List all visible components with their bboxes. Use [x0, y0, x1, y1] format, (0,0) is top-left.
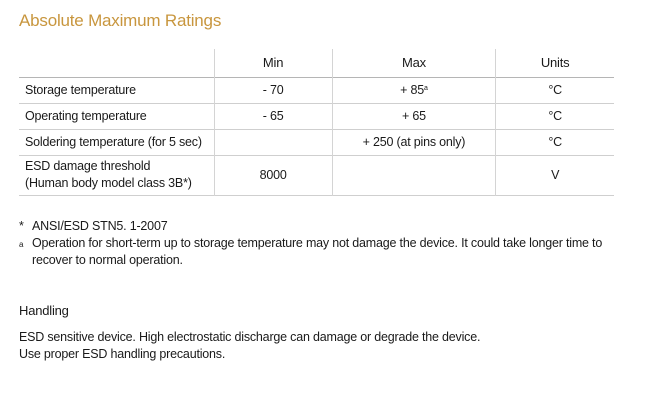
footnote [19, 218, 627, 235]
row-parameter [19, 155, 214, 195]
param-line: ESD damage threshold [25, 159, 151, 173]
footnotes [19, 218, 627, 269]
table-header-row [19, 49, 614, 77]
table-row [19, 77, 614, 103]
row-min: - 65 [214, 103, 332, 129]
handling-heading: Handling [19, 303, 69, 318]
row-units: °C [496, 103, 614, 129]
row-units: °C [496, 129, 614, 155]
param-line: (Human body model class 3B*) [25, 176, 192, 190]
header-parameter [19, 49, 214, 77]
table-row [19, 129, 614, 155]
row-max: + 250 (at pins only) [332, 129, 496, 155]
header-min: Min [214, 49, 332, 77]
row-min: - 70 [214, 77, 332, 103]
row-units: V [496, 155, 614, 195]
footnote-text: Operation for short-term up to storage temperature may not damage the device. It could take longer time to recover to normal operation. [32, 236, 603, 267]
footnote [19, 235, 627, 269]
row-max [332, 155, 496, 195]
footnote-mark: * [19, 219, 24, 233]
ratings-table [19, 49, 614, 196]
section-title: Absolute Maximum Ratings [19, 11, 222, 30]
row-max [332, 77, 496, 103]
handling-line: Use proper ESD handling precautions. [19, 347, 226, 361]
table-row [19, 155, 614, 195]
header-max: Max [332, 49, 496, 77]
row-max: + 65 [332, 103, 496, 129]
footnote-marker: a [424, 85, 428, 92]
header-units: Units [496, 49, 614, 77]
handling-text [19, 329, 480, 363]
row-parameter: Operating temperature [25, 108, 147, 123]
row-min [214, 129, 332, 155]
row-parameter: Storage temperature [25, 82, 136, 97]
footnote-text: ANSI/ESD STN5. 1-2007 [32, 219, 168, 233]
row-units: °C [496, 77, 614, 103]
max-value: + 85 [400, 83, 425, 97]
row-parameter: Soldering temperature (for 5 sec) [25, 134, 202, 149]
table-row [19, 103, 614, 129]
handling-line: ESD sensitive device. High electrostatic discharge can damage or degrade the device. [19, 330, 481, 344]
footnote-mark: a [19, 240, 24, 249]
row-min: 8000 [214, 155, 332, 195]
